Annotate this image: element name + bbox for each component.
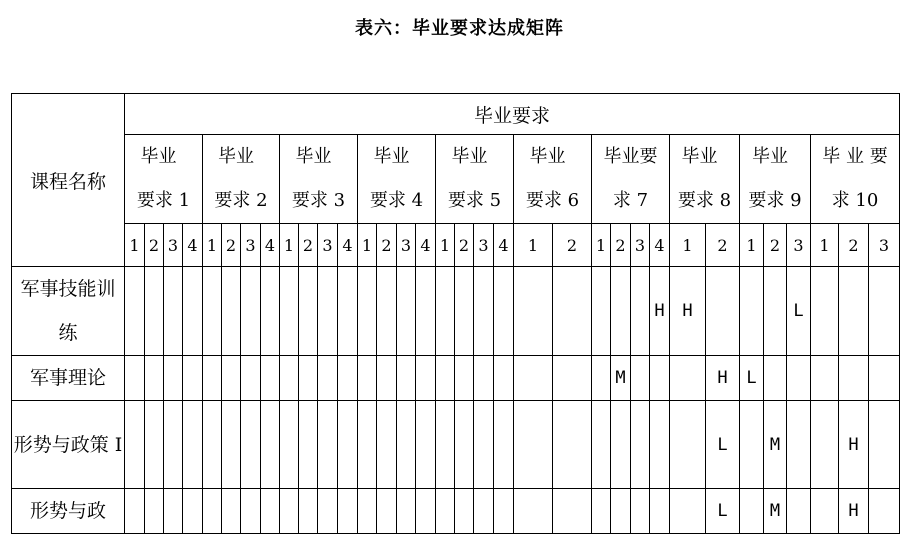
requirement-line1-part: 业	[469, 146, 488, 167]
requirement-line2: 要求 8	[677, 190, 732, 211]
matrix-cell	[611, 267, 631, 356]
matrix-cell	[377, 489, 397, 534]
matrix-cell	[318, 267, 338, 356]
sub-requirement-index: 2	[611, 224, 631, 267]
matrix-cell	[811, 401, 839, 489]
sub-requirement-index: 1	[125, 224, 145, 267]
matrix-cell	[474, 267, 494, 356]
sub-requirement-index: 2	[455, 224, 474, 267]
matrix-cell	[164, 401, 183, 489]
matrix-cell	[670, 356, 706, 401]
matrix-cell	[436, 401, 455, 489]
course-name: 军事技能训练	[12, 267, 125, 356]
requirement-line1-part: 业	[391, 146, 410, 167]
matrix-cell	[631, 267, 650, 356]
matrix-cell	[203, 267, 222, 356]
matrix-cell	[222, 489, 241, 534]
requirement-line2: 求 7	[612, 190, 649, 211]
sub-requirement-index: 4	[416, 224, 436, 267]
matrix-cell	[740, 267, 764, 356]
requirement-header	[436, 135, 514, 224]
matrix-cell	[183, 267, 203, 356]
matrix-cell	[592, 401, 611, 489]
matrix-cell	[280, 356, 299, 401]
matrix-cell	[811, 489, 839, 534]
matrix-cell	[869, 489, 900, 534]
sub-requirement-index: 2	[553, 224, 592, 267]
sub-requirement-index: 4	[338, 224, 358, 267]
requirement-line1-part: 毕	[752, 146, 770, 167]
matrix-cell	[436, 267, 455, 356]
matrix-cell	[455, 489, 474, 534]
sub-requirement-index: 3	[241, 224, 261, 267]
requirement-line2: 要求 2	[214, 190, 268, 211]
matrix-cell	[811, 356, 839, 401]
matrix-cell	[222, 356, 241, 401]
sub-requirement-index: 1	[280, 224, 299, 267]
sub-requirement-index: 1	[436, 224, 455, 267]
requirement-line1-part: 毕	[681, 146, 700, 167]
sub-requirement-index: 3	[164, 224, 183, 267]
matrix-cell	[494, 401, 514, 489]
matrix-cell	[145, 489, 164, 534]
matrix-cell	[338, 401, 358, 489]
matrix-cell	[494, 489, 514, 534]
matrix-cell	[474, 356, 494, 401]
matrix-cell	[397, 267, 416, 356]
requirement-line2: 要求 4	[369, 190, 424, 211]
requirement-line2: 要求 1	[136, 190, 191, 211]
matrix-cell	[164, 489, 183, 534]
matrix-cell: H	[670, 267, 706, 356]
matrix-cell	[740, 401, 764, 489]
requirement-header	[514, 135, 592, 224]
matrix-cell	[164, 356, 183, 401]
matrix-cell	[553, 401, 592, 489]
matrix-cell	[869, 267, 900, 356]
matrix-cell	[164, 267, 183, 356]
matrix-cell: M	[764, 401, 787, 489]
requirements-matrix	[11, 93, 900, 534]
requirement-line1-part: 业	[313, 146, 332, 167]
matrix-cell	[358, 356, 377, 401]
matrix-cell	[183, 401, 203, 489]
requirement-line2: 要求 6	[525, 190, 580, 211]
matrix-cell	[125, 267, 145, 356]
sub-requirement-index: 4	[494, 224, 514, 267]
sub-requirement-index: 3	[397, 224, 416, 267]
sub-requirement-index: 1	[670, 224, 706, 267]
sub-requirement-index: 3	[318, 224, 338, 267]
matrix-cell	[474, 401, 494, 489]
matrix-cell	[670, 489, 706, 534]
matrix-cell	[338, 356, 358, 401]
matrix-cell	[869, 401, 900, 489]
matrix-cell	[377, 356, 397, 401]
matrix-cell	[261, 356, 280, 401]
matrix-cell: M	[611, 356, 631, 401]
matrix-cell	[839, 356, 869, 401]
course-name-header: 课程名称	[12, 94, 125, 267]
matrix-cell	[222, 267, 241, 356]
requirement-line2: 要求 9	[748, 190, 802, 211]
requirement-line2: 求 10	[831, 190, 879, 211]
matrix-cell	[592, 356, 611, 401]
requirement-line2: 要求 3	[291, 190, 346, 211]
matrix-cell	[416, 267, 436, 356]
sub-requirement-index: 3	[631, 224, 650, 267]
matrix-cell	[261, 401, 280, 489]
requirement-line1-part: 毕	[140, 146, 159, 167]
matrix-cell	[183, 489, 203, 534]
table-row	[12, 401, 900, 489]
matrix-cell	[436, 356, 455, 401]
matrix-cell	[183, 356, 203, 401]
matrix-cell	[611, 401, 631, 489]
matrix-cell	[299, 489, 318, 534]
requirements-group-header: 毕业要求	[125, 94, 900, 135]
requirement-header	[125, 135, 203, 224]
sub-requirement-index: 2	[222, 224, 241, 267]
sub-requirement-index: 2	[764, 224, 787, 267]
matrix-cell	[377, 267, 397, 356]
sub-requirement-index: 2	[706, 224, 740, 267]
course-name: 形势与政	[12, 489, 125, 534]
matrix-cell	[869, 356, 900, 401]
matrix-cell	[631, 489, 650, 534]
requirement-header	[592, 135, 670, 224]
matrix-cell	[494, 356, 514, 401]
requirement-line1: 毕 业 要	[822, 146, 888, 167]
matrix-cell	[764, 356, 787, 401]
sub-requirement-index: 4	[261, 224, 280, 267]
sub-requirement-index: 1	[514, 224, 553, 267]
matrix-cell	[203, 401, 222, 489]
matrix-cell	[377, 401, 397, 489]
matrix-cell	[416, 356, 436, 401]
sub-requirement-index: 1	[811, 224, 839, 267]
sub-requirement-index: 4	[650, 224, 670, 267]
matrix-cell	[706, 267, 740, 356]
matrix-cell	[222, 401, 241, 489]
matrix-cell	[358, 267, 377, 356]
matrix-cell	[455, 401, 474, 489]
matrix-cell	[338, 489, 358, 534]
table-title: 表六：毕业要求达成矩阵	[355, 18, 564, 39]
matrix-cell: L	[706, 489, 740, 534]
matrix-cell	[261, 489, 280, 534]
requirement-line1-part: 毕	[529, 146, 548, 167]
matrix-cell	[125, 401, 145, 489]
matrix-cell	[145, 356, 164, 401]
matrix-cell	[416, 489, 436, 534]
matrix-cell	[261, 267, 280, 356]
requirement-header	[280, 135, 358, 224]
sub-requirement-index: 1	[592, 224, 611, 267]
matrix-cell: H	[839, 401, 869, 489]
matrix-cell	[592, 267, 611, 356]
matrix-cell	[811, 267, 839, 356]
matrix-cell	[740, 489, 764, 534]
matrix-cell	[839, 267, 869, 356]
requirement-line2: 要求 5	[447, 190, 502, 211]
matrix-cell	[299, 356, 318, 401]
matrix-cell	[145, 401, 164, 489]
matrix-cell	[203, 489, 222, 534]
requirement-header	[203, 135, 280, 224]
matrix-cell	[241, 401, 261, 489]
matrix-cell	[397, 401, 416, 489]
matrix-cell	[358, 489, 377, 534]
matrix-cell	[318, 356, 338, 401]
matrix-cell	[631, 356, 650, 401]
matrix-cell	[397, 489, 416, 534]
table-row	[12, 489, 900, 534]
requirement-line1-part: 毕	[373, 146, 392, 167]
matrix-cell: M	[764, 489, 787, 534]
sub-requirement-index: 4	[183, 224, 203, 267]
matrix-cell	[650, 356, 670, 401]
requirement-line1-part: 业	[547, 146, 566, 167]
matrix-cell	[241, 267, 261, 356]
matrix-cell	[397, 356, 416, 401]
matrix-cell	[358, 401, 377, 489]
matrix-cell: H	[706, 356, 740, 401]
matrix-cell	[553, 489, 592, 534]
matrix-cell	[145, 267, 164, 356]
matrix-cell	[280, 489, 299, 534]
table-row	[12, 356, 900, 401]
matrix-cell	[416, 401, 436, 489]
matrix-cell	[631, 401, 650, 489]
matrix-cell	[764, 267, 787, 356]
matrix-cell	[241, 489, 261, 534]
matrix-cell	[455, 267, 474, 356]
matrix-cell	[514, 267, 553, 356]
sub-requirement-index: 2	[839, 224, 869, 267]
matrix-cell: H	[650, 267, 670, 356]
matrix-cell: L	[740, 356, 764, 401]
matrix-cell	[318, 401, 338, 489]
matrix-cell	[553, 356, 592, 401]
sub-requirement-index: 1	[740, 224, 764, 267]
matrix-cell	[474, 489, 494, 534]
matrix-cell	[611, 489, 631, 534]
matrix-cell	[299, 401, 318, 489]
matrix-cell	[514, 356, 553, 401]
sub-requirement-index: 3	[869, 224, 900, 267]
requirement-line1-part: 毕	[295, 146, 314, 167]
matrix-cell: H	[839, 489, 869, 534]
sub-requirement-index: 2	[299, 224, 318, 267]
requirement-line1-part: 毕	[451, 146, 470, 167]
matrix-cell	[787, 356, 811, 401]
matrix-cell	[125, 489, 145, 534]
matrix-cell	[650, 489, 670, 534]
requirement-header	[670, 135, 740, 224]
requirement-line1: 毕业要	[603, 146, 658, 167]
sub-requirement-index: 1	[203, 224, 222, 267]
requirement-line1-part: 毕	[218, 146, 236, 167]
sub-requirement-index: 3	[474, 224, 494, 267]
requirement-line1-part: 业	[699, 146, 718, 167]
requirement-header	[740, 135, 811, 224]
matrix-cell	[494, 267, 514, 356]
matrix-cell	[299, 267, 318, 356]
sub-requirement-index: 2	[145, 224, 164, 267]
requirement-line1-part: 业	[770, 146, 788, 167]
table-row	[12, 267, 900, 356]
matrix-cell	[280, 267, 299, 356]
matrix-cell	[787, 489, 811, 534]
requirement-line1-part: 业	[236, 146, 254, 167]
matrix-cell	[125, 356, 145, 401]
matrix-cell	[241, 356, 261, 401]
matrix-cell	[514, 489, 553, 534]
requirement-line1-part: 业	[158, 146, 177, 167]
course-name: 形势与政策 I	[12, 401, 125, 489]
matrix-cell	[436, 489, 455, 534]
matrix-cell	[592, 489, 611, 534]
matrix-cell	[455, 356, 474, 401]
matrix-cell	[203, 356, 222, 401]
sub-requirement-index: 1	[358, 224, 377, 267]
matrix-cell	[338, 267, 358, 356]
matrix-cell: L	[787, 267, 811, 356]
matrix-cell	[553, 267, 592, 356]
matrix-cell	[650, 401, 670, 489]
sub-requirement-index: 3	[787, 224, 811, 267]
matrix-cell: L	[706, 401, 740, 489]
requirement-header	[811, 135, 900, 224]
sub-requirement-index: 2	[377, 224, 397, 267]
matrix-cell	[787, 401, 811, 489]
matrix-cell	[670, 401, 706, 489]
course-name: 军事理论	[12, 356, 125, 401]
requirement-header	[358, 135, 436, 224]
matrix-cell	[318, 489, 338, 534]
matrix-cell	[514, 401, 553, 489]
matrix-cell	[280, 401, 299, 489]
